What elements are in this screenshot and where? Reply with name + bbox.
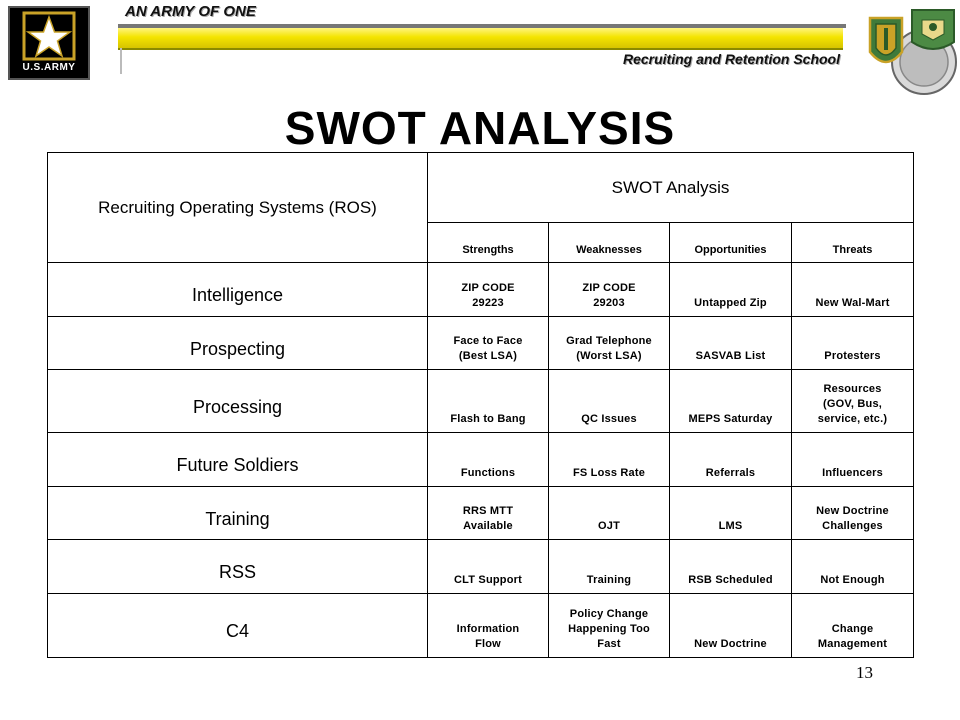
weakness-cell: ZIP CODE 29203 <box>549 263 670 317</box>
opportunity-cell: Referrals <box>670 433 792 487</box>
opportunity-cell: New Doctrine <box>670 594 792 658</box>
opportunity-cell: RSB Scheduled <box>670 540 792 594</box>
column-header-weaknesses: Weaknesses <box>549 223 670 263</box>
table-row <box>48 540 914 594</box>
slogan: AN ARMY OF ONE <box>125 3 256 20</box>
strength-cell: Flash to Bang <box>428 370 549 433</box>
banner-yellow-bar <box>118 28 843 50</box>
column-header-threats: Threats <box>792 223 914 263</box>
table-row <box>48 370 914 433</box>
logo-text: U.S.ARMY <box>22 62 76 73</box>
opportunity-cell: LMS <box>670 487 792 540</box>
table-row <box>48 433 914 487</box>
army-logo <box>8 6 90 80</box>
swot-header: SWOT Analysis <box>428 153 914 223</box>
weakness-cell: Grad Telephone (Worst LSA) <box>549 317 670 370</box>
strength-cell: RRS MTT Available <box>428 487 549 540</box>
threat-cell: Change Management <box>792 594 914 658</box>
ros-header: Recruiting Operating Systems (ROS) <box>48 153 428 263</box>
table-row <box>48 594 914 658</box>
table-row <box>48 487 914 540</box>
ros-name: RSS <box>48 540 428 594</box>
threat-cell: Influencers <box>792 433 914 487</box>
page-title: SWOT ANALYSIS <box>284 102 676 154</box>
strength-cell: Face to Face (Best LSA) <box>428 317 549 370</box>
opportunity-cell: SASVAB List <box>670 317 792 370</box>
strength-cell: Information Flow <box>428 594 549 658</box>
threat-cell: New Doctrine Challenges <box>792 487 914 540</box>
page-number: 13 <box>856 663 873 682</box>
weakness-cell: QC Issues <box>549 370 670 433</box>
ros-name: Processing <box>48 370 428 433</box>
column-header-strengths: Strengths <box>428 223 549 263</box>
threat-cell: Resources (GOV, Bus, service, etc.) <box>792 370 914 433</box>
ros-name: Intelligence <box>48 263 428 317</box>
strength-cell: CLT Support <box>428 540 549 594</box>
weakness-cell: Policy Change Happening Too Fast <box>549 594 670 658</box>
opportunity-cell: Untapped Zip <box>670 263 792 317</box>
swot-table <box>47 152 914 658</box>
school-name: Recruiting and Retention School <box>622 51 840 67</box>
ros-name: Future Soldiers <box>48 433 428 487</box>
table-row <box>48 263 914 317</box>
weakness-cell: FS Loss Rate <box>549 433 670 487</box>
table-row <box>48 317 914 370</box>
column-header-opportunities: Opportunities <box>670 223 792 263</box>
army-star-icon <box>10 8 88 64</box>
threat-cell: New Wal-Mart <box>792 263 914 317</box>
banner-divider <box>120 48 122 74</box>
weakness-cell: OJT <box>549 487 670 540</box>
threat-cell: Not Enough <box>792 540 914 594</box>
opportunity-cell: MEPS Saturday <box>670 370 792 433</box>
threat-cell: Protesters <box>792 317 914 370</box>
insignia-icon <box>862 6 958 98</box>
weakness-cell: Training <box>549 540 670 594</box>
ros-name: C4 <box>48 594 428 658</box>
ros-name: Prospecting <box>48 317 428 370</box>
ros-name: Training <box>48 487 428 540</box>
strength-cell: ZIP CODE 29223 <box>428 263 549 317</box>
strength-cell: Functions <box>428 433 549 487</box>
